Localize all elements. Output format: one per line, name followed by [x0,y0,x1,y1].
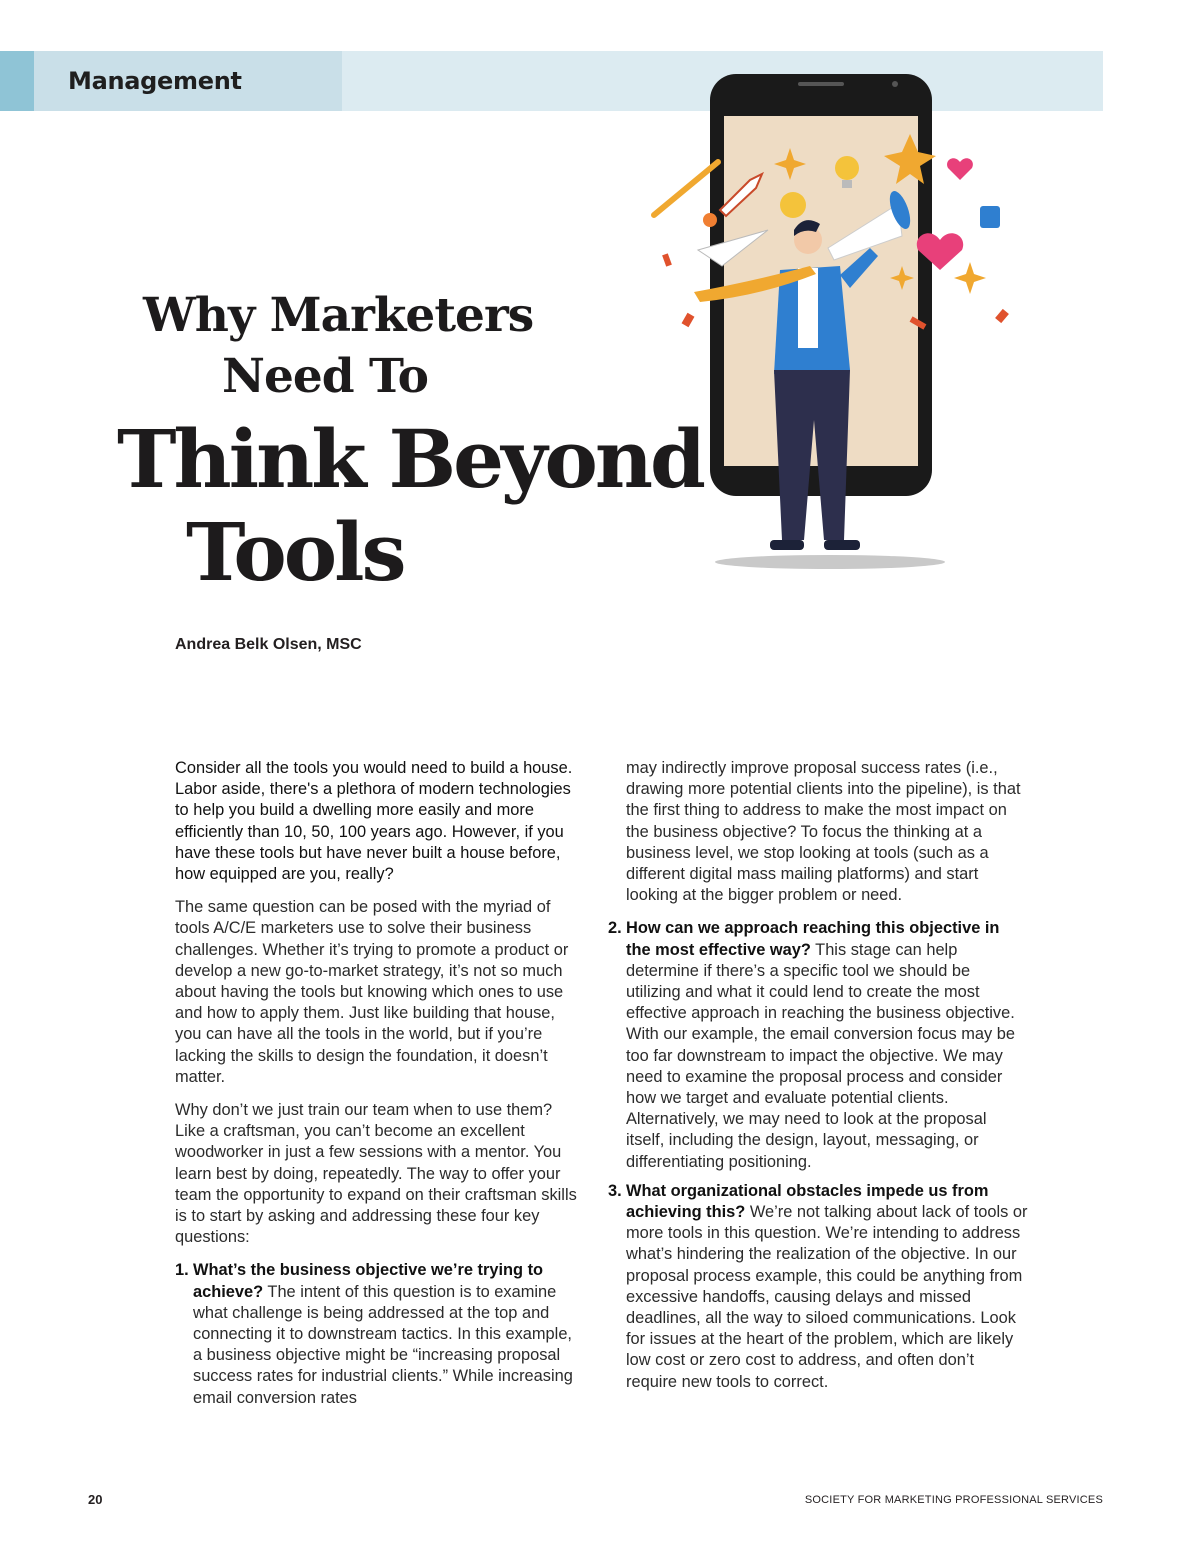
pencil-icon [654,162,718,215]
question-heading: What’s the business objective we’re trying to achieve? [193,1261,544,1301]
section-accent [0,51,34,111]
sparkle-icon [954,262,986,294]
lead-paragraph: Consider all the tools you would need to build a house. Labor aside, there's a plethora of modern technologies to help you build a dwelling more easily and more efficiently than 10, 50, 100 years ago. However, if you have these tools but have never built a house before, how equipped are you, really? [175,759,573,884]
phone-camera [892,81,898,87]
question-heading: What organizational obstacles impede us from achieving this? [626,1181,989,1222]
title-line-4: Tools [186,505,404,599]
body-paragraph: Why don’t we just train our team when to use them? Like a craftsman, you can’t become an excellent woodworker in just a few sessions with a mentor. You learn best by doing, repeatedly. The way to offer your team the opportunity to expand on their craftsman skills is to start by asking and addressing these four key questions: [175,1101,577,1247]
phone-speaker [798,82,844,86]
question-text: We’re not talking about lack of tools or more tools in this question. We’re intending to address what’s hindering the realization of the objective. In our proposal process example, this could be anything from excessive handoffs, causing delays and missed deadlines, all the way to siloed communications. Look for issues at the heart of the problem, which are likely low cost or zero cost to address, and often don’t require new tools to correct. [626,1203,1028,1391]
title-line-3: Think Beyond [117,412,703,506]
list-number: 1. [175,1261,189,1280]
page-number: 20 [88,1492,103,1507]
shadow [715,555,945,569]
question-list [175,1260,585,1408]
author-byline: Andrea Belk Olsen, MSC [175,636,362,653]
lightbulb-icon [835,156,859,180]
section-label: Management [68,67,242,95]
list-number: 2. [608,919,622,938]
title-line-1: Why Marketers [143,288,534,343]
heart-icon [947,158,973,180]
question-text: The intent of this question is to examine what challenge is being addressed at the top and connecting it to downstream tactics. In this example, a business objective might be “increasing proposal success rates for industrial clients.” While increasing email conversion rates [193,1282,573,1407]
smiley-icon [780,192,806,218]
list-item [175,1260,585,1408]
question-heading: How can we approach reaching this objective in the most effective way? [626,919,1000,959]
title-line-2: Need To [222,349,428,404]
question-text-continued: may indirectly improve proposal success rates (i.e., drawing more potential clients into the pipeline), is that the first thing to address to make the most impact on the business objective? To focus the thinking at a business level, we stop looking at tools (such as a different digital mass mailing platforms) and start looking at the bigger problem or need. [626,759,1021,905]
question-list [608,918,1028,1392]
section-label-box [34,51,342,111]
question-text: This stage can help determine if there’s a specific tool we should be utilizing and what it could lend to create the most effective approach in reaching the business objective. With our example, the email conversion focus may be too far downstream to impact the objective. We may need to examine the proposal process and consider how we target and evaluate potential clients. Alternatively, we may need to look at the proposal itself, including the design, layout, messaging, or differentiating positioning. [626,940,1015,1171]
body-paragraph: The same question can be posed with the myriad of tools A/C/E marketers use to solve their business challenges. Whether it’s trying to promote a product or develop a new go-to-market strategy, it’s not so much about having the tools but knowing which ones to use and how to apply them. Just like building that house, you can have all the tools in the world, but if you’re lacking the skills to design the foundation, it doesn’t matter. [175,898,569,1086]
thumbs-up-icon [980,206,1000,228]
column-left [175,758,585,1417]
column-right [608,758,1028,1401]
publication-name: SOCIETY FOR MARKETING PROFESSIONAL SERVICES [804,1494,1103,1506]
list-item [608,918,1028,1172]
list-number: 3. [608,1181,622,1200]
list-item [608,1181,1028,1393]
